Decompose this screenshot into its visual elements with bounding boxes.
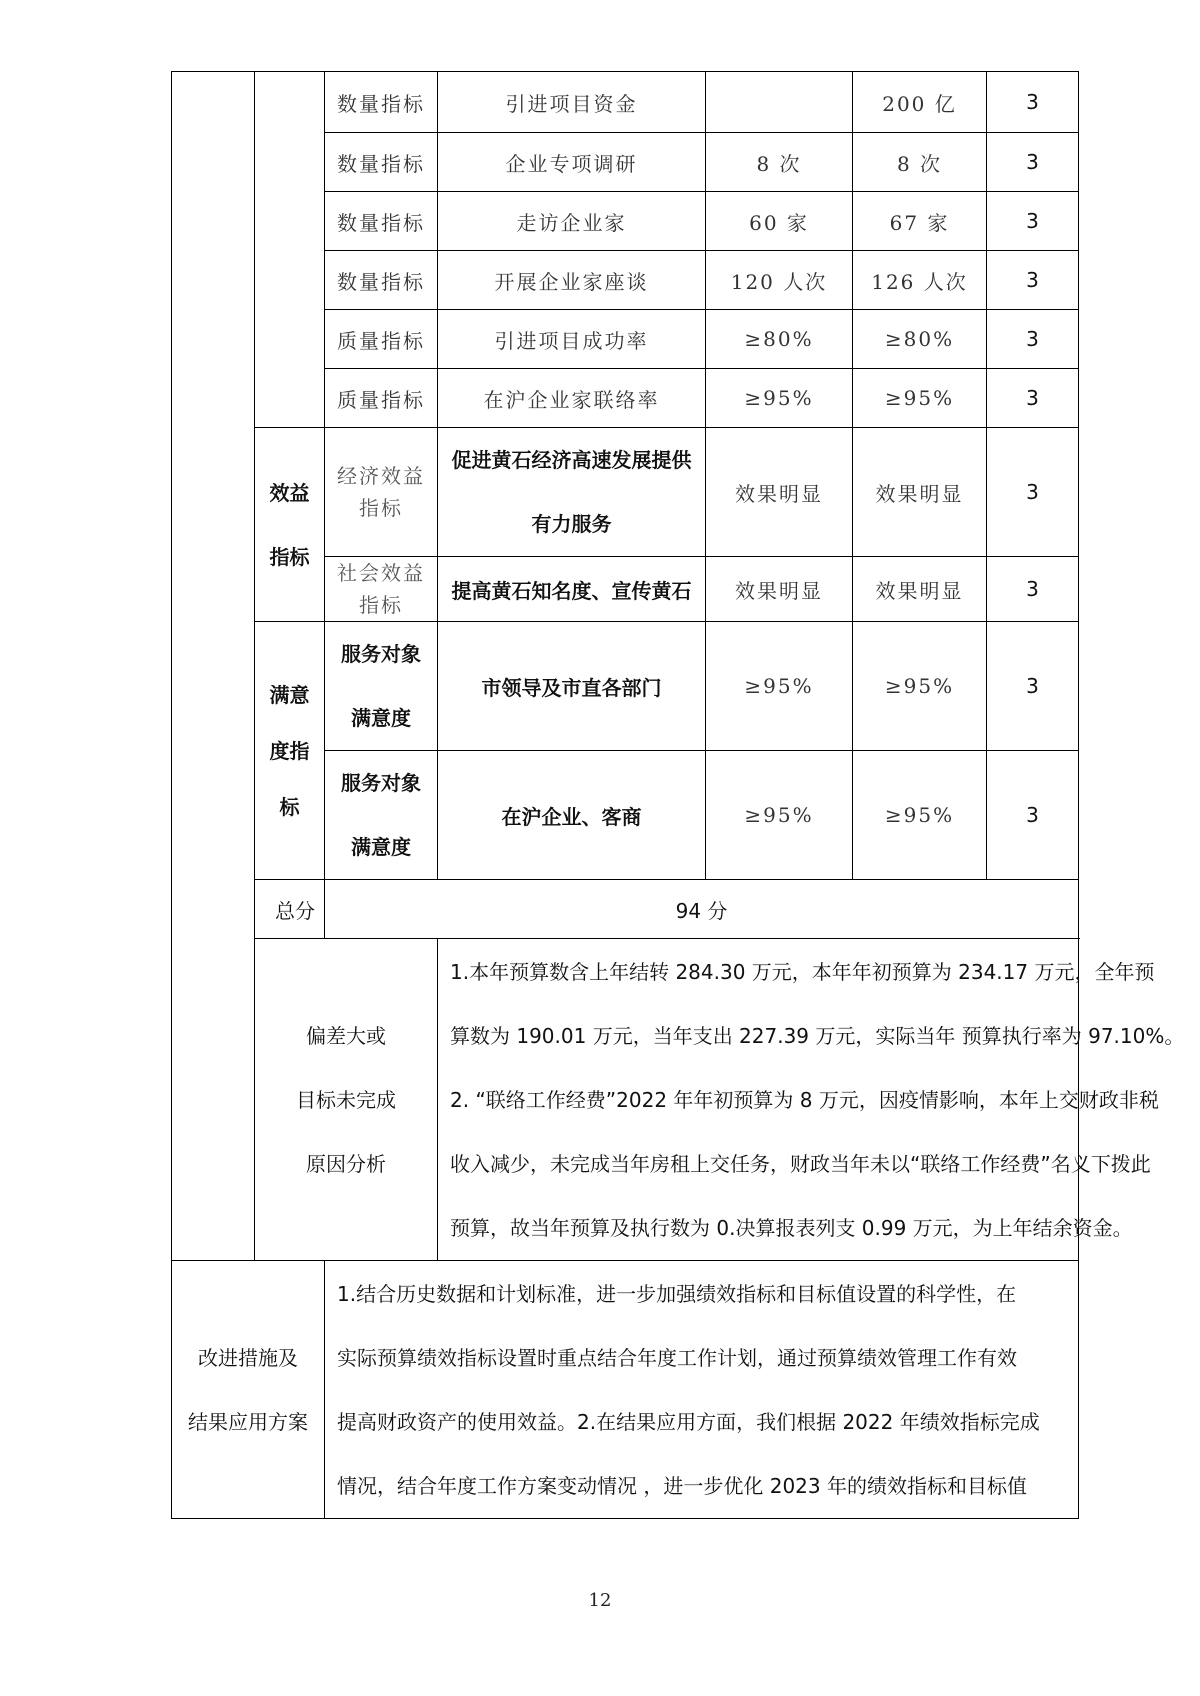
target-value-cell: ≥95% [706,622,853,751]
improvement-row [172,1261,1079,1519]
target-value-cell: 效果明显 [706,428,853,557]
deviation-text [438,939,1185,1261]
indicator-type-cell: 数量指标 [325,133,438,192]
satisfaction-group-label: 满意 度指 标 [255,622,325,880]
score-cell: 3 [987,251,1079,310]
score-cell: 3 [987,751,1079,880]
indicator-group-blank-cell [255,72,325,428]
indicator-content-cell: 开展企业家座谈 [438,251,706,310]
target-value-cell: 效果明显 [706,557,853,622]
target-value-cell [706,72,853,133]
indicator-content-cell: 企业专项调研 [438,133,706,192]
target-value-cell: 120 人次 [706,251,853,310]
actual-value-cell: 效果明显 [853,557,987,622]
paragraph-line: 算数为 190.01 万元，当年支出 227.39 万元，实际当年 预算执行率为 97.10%。 [450,1023,1185,1048]
indicator-type-cell: 质量指标 [325,310,438,369]
improvement-label: 改进措施及 结果应用方案 [172,1261,325,1519]
indicator-content-text: 提高黄石知名度、宣传黄石 [451,578,692,603]
indicator-content-cell: 市领导及市直各部门 [438,622,706,751]
paragraph-line: 1.本年预算数含上年结转 284.30 万元，本年年初预算为 234.17 万元，全年预 [450,959,1155,984]
paragraph-line: 收入减少，未完成当年房租上交任务，财政当年未以“联络工作经费”名义下拨此 [450,1151,1151,1176]
target-value-cell: 60 家 [706,192,853,251]
paragraph-line: 情况，结合年度工作方案变动情况 ，进一步优化 2023 年的绩效指标和目标值 [337,1473,1027,1498]
indicator-content-text: 促进黄石经济高速发展提供有力服务 [451,448,692,536]
indicator-type-cell: 数量指标 [325,251,438,310]
actual-value-cell: 67 家 [853,192,987,251]
deviation-row [172,939,1079,1261]
target-value-cell: ≥95% [706,751,853,880]
indicator-type-cell: 经济效益 指标 [325,428,438,557]
paragraph-line: 提高财政资产的使用效益。2.在结果应用方面，我们根据 2022 年绩效指标完成 [337,1409,1040,1434]
performance-table [171,71,1185,1519]
actual-value-cell: ≥80% [853,310,987,369]
score-cell: 3 [987,369,1079,428]
indicator-content-cell [438,428,706,557]
total-row [172,880,1079,939]
benefit-group-label: 效益 指标 [255,428,325,622]
target-value-cell: 8 次 [706,133,853,192]
indicator-content-cell: 引进项目资金 [438,72,706,133]
actual-value-cell: 200 亿 [853,72,987,133]
page-number: 12 [588,1590,612,1611]
improvement-text [325,1261,1079,1519]
actual-value-cell: ≥95% [853,622,987,751]
score-cell: 3 [987,133,1079,192]
indicator-type-cell: 数量指标 [325,192,438,251]
actual-value-cell: 126 人次 [853,251,987,310]
indicator-blank-cell [172,72,255,1261]
indicator-type-cell: 服务对象 满意度 [325,622,438,751]
actual-value-cell: ≥95% [853,751,987,880]
actual-value-cell: 效果明显 [853,428,987,557]
score-cell: 3 [987,428,1079,557]
paragraph-line: 2. “联络工作经费”2022 年年初预算为 8 万元，因疫情影响，本年上交财政非税 [450,1087,1159,1112]
score-cell: 3 [987,310,1079,369]
actual-value-cell: 8 次 [853,133,987,192]
actual-value-cell: ≥95% [853,369,987,428]
total-value: 94 分 [325,880,1079,939]
paragraph-line: 预算，故当年预算及执行数为 0.决算报表列支 0.99 万元，为上年结余资金。 [450,1215,1133,1240]
indicator-type-cell: 质量指标 [325,369,438,428]
paragraph-line: 实际预算绩效指标设置时重点结合年度工作计划，通过预算绩效管理工作有效 [337,1345,1017,1370]
indicator-type-cell: 数量指标 [325,72,438,133]
deviation-label: 偏差大或 目标未完成 原因分析 [255,939,438,1261]
indicator-type-cell: 社会效益 指标 [325,557,438,622]
score-cell: 3 [987,622,1079,751]
indicator-content-cell: 走访企业家 [438,192,706,251]
table-row [172,72,1079,133]
indicator-type-cell: 服务对象 满意度 [325,751,438,880]
total-label: 总分 [255,880,325,939]
table-row [172,428,1079,557]
score-cell: 3 [987,72,1079,133]
score-cell: 3 [987,557,1079,622]
target-value-cell: ≥95% [706,369,853,428]
indicator-content-cell: 引进项目成功率 [438,310,706,369]
score-cell: 3 [987,192,1079,251]
table-row [172,622,1079,751]
indicator-content-cell: 在沪企业家联络率 [438,369,706,428]
indicator-content-cell: 在沪企业、客商 [438,751,706,880]
paragraph-line: 1.结合历史数据和计划标准，进一步加强绩效指标和目标值设置的科学性，在 [337,1281,1017,1306]
target-value-cell: ≥80% [706,310,853,369]
indicator-content-cell [438,557,706,622]
